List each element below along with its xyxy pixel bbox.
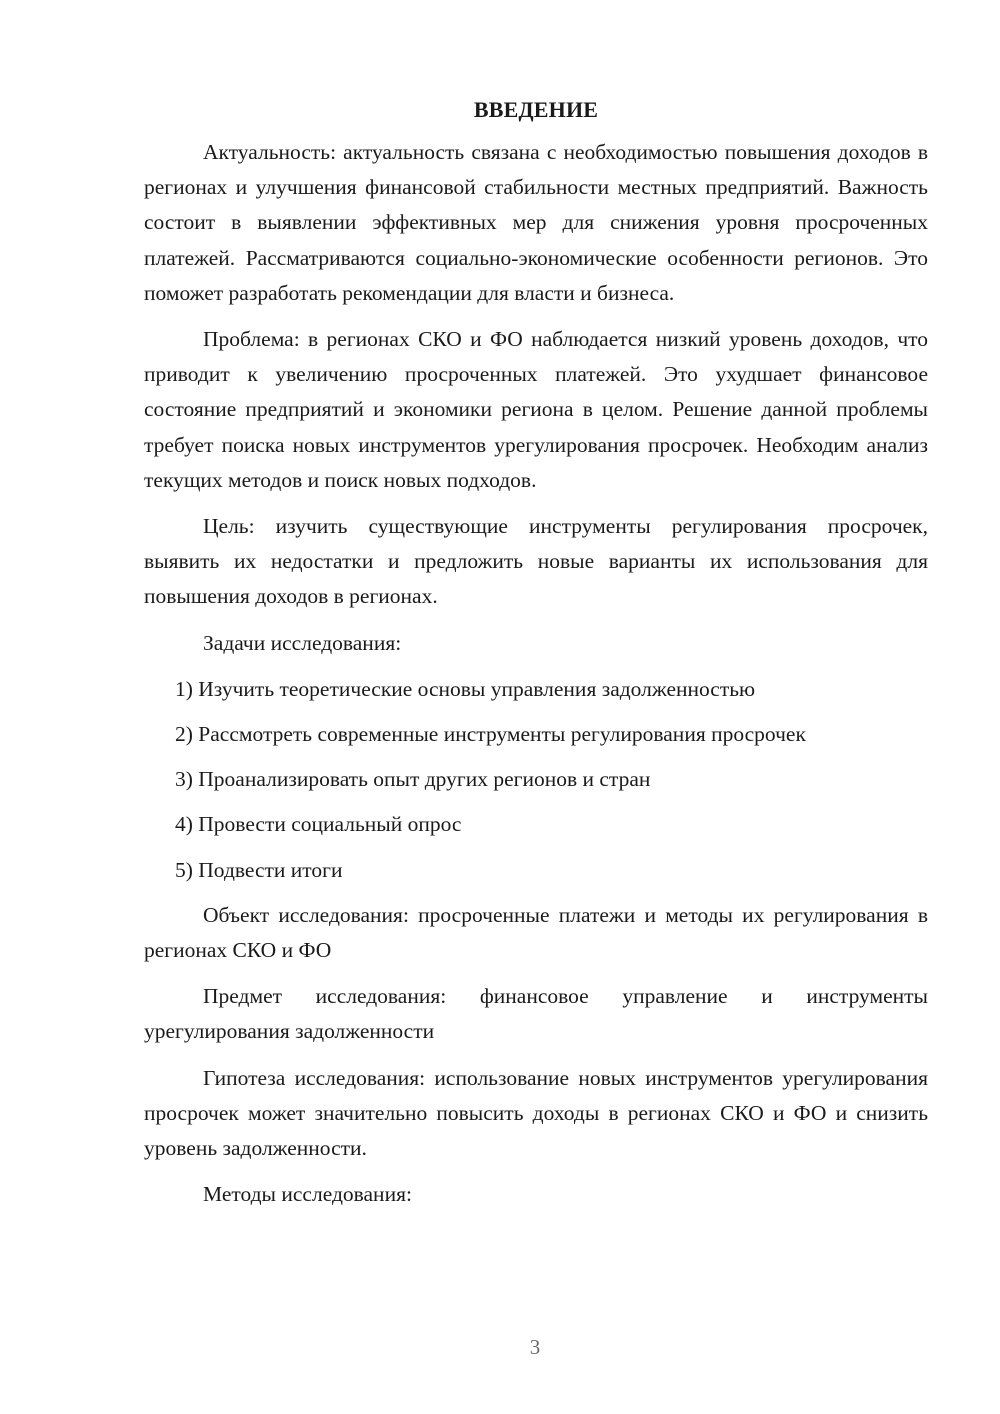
paragraph-subject: Предмет исследования: финансовое управление и инструменты урегулирования задолженности <box>144 984 928 1044</box>
tasks-list <box>144 672 928 888</box>
paragraph-goal: Цель: изучить существующие инструменты регулирования просрочек, выявить их недостатки и предложить новые варианты их использования для повышения доходов в регионах. <box>144 514 928 609</box>
page-number: 3 <box>529 1335 541 1359</box>
task-item: 1) Изучить теоретические основы управления задолженностью <box>175 676 756 701</box>
paragraph-hypothesis: Гипотеза исследования: использование новых инструментов урегулирования просрочек может значительно повысить доходы в регионах СКО и ФО и снизить уровень задолженности. <box>144 1065 928 1161</box>
paragraph-object: Объект исследования: просроченные платежи и методы их регулирования в регионах СКО и ФО <box>144 902 928 963</box>
methods-heading: Методы исследования: <box>203 1182 412 1207</box>
task-item: 4) Провести социальный опрос <box>175 812 462 837</box>
section-title: ВВЕДЕНИЕ <box>473 97 599 122</box>
paragraph-relevance: Актуальность: актуальность связана с необходимостью повышения доходов в регионах и улучшения финансовой стабильности местных предприятий. Важность состоит в выявлении эффективных мер для снижения уровня просроченных платежей. Рассматриваются социально-экономические особенности регионов. Это поможет разработать рекомендации для власти и бизнеса. <box>144 140 928 305</box>
task-item: 3) Проанализировать опыт других регионов и стран <box>175 767 651 792</box>
task-item: 2) Рассмотреть современные инструменты регулирования просрочек <box>175 722 806 747</box>
page-content <box>144 92 928 1223</box>
task-item: 5) Подвести итоги <box>175 857 343 882</box>
paragraph-problem: Проблема: в регионах СКО и ФО наблюдается низкий уровень доходов, что приводит к увеличению просроченных платежей. Это ухудшает финансовое состояние предприятий и экономики региона в целом. Решение данной проблемы требует поиска новых инструментов урегулирования просрочек. Необходим анализ текущих методов и поиск новых подходов. <box>144 327 928 492</box>
tasks-heading: Задачи исследования: <box>203 630 402 655</box>
